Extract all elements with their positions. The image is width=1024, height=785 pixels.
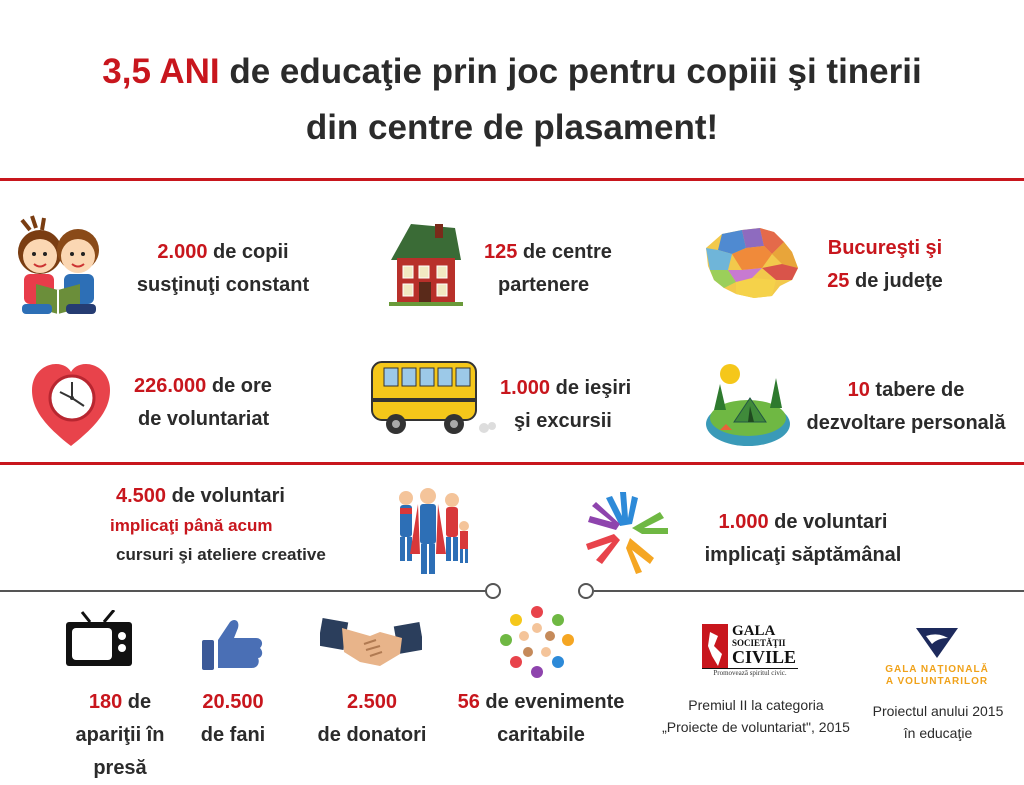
stat-events: 56 de evenimente caritabile [457,691,625,746]
school-bus-icon [368,352,496,440]
timeline-line-left [0,590,486,592]
camp-tent-icon [700,360,792,452]
middle-divider [0,462,1024,465]
stat-centers: 125 de centre partenere [484,241,612,296]
timeline-node-left [485,583,501,599]
romania-map-icon [702,224,802,302]
stat-camps: 10 tabere de dezvoltare personală [806,379,1006,434]
stat-counties: Bucureşti şi 25 de judeţe [827,237,943,292]
title-line-1: 3,5 ANI de educaţie prin joc pentru copiii şi tinerii [102,52,922,91]
house-icon [385,220,465,310]
top-divider [0,178,1024,181]
gala-civile-text: GALA SOCIETĂŢII CIVILE [732,623,797,667]
stat-trips: 1.000 de ieşiri şi excursii [500,377,632,432]
superheroes-icon [384,486,476,582]
stat-volunteers-weekly: 1.000 de voluntari implicaţi săptămânal [704,511,902,566]
thumbs-up-icon [200,618,264,672]
stat-donors: 2.500 de donatori [317,691,427,746]
stat-volunteers-total: 4.500 de voluntari implicaţi până acum cursuri şi ateliere creative [110,485,326,564]
title-line-2: din centre de plasament! [305,108,719,147]
stat-hours: 226.000 de ore de voluntariat [134,375,272,430]
gala-voluntari-logo-icon [914,626,960,660]
gala-voluntari-logo-text: GALA NAŢIONALĂ A VOLUNTARILOR [885,664,989,687]
gala-civile-figure-icon [702,624,728,672]
gala-societatii-civile-logo: GALA SOCIETĂŢII CIVILE Promovează spiritul civic. [702,624,796,676]
timeline-node-right [578,583,594,599]
gala-civile-caption: Premiul II la categoria „Proiecte de voluntariat", 2015 [662,697,850,735]
children-reading-icon [14,212,104,317]
children-circle-icon [496,606,578,678]
handshake-icon [320,614,422,670]
stat-press: 180 de apariţii în presă [75,691,165,779]
page-title [0,44,1024,156]
timeline-line-right [594,590,1024,592]
heart-clock-icon [30,362,112,448]
stat-fans: 20.500 de fani [200,691,266,746]
stat-children: 2.000 de copii susţinuţi constant [136,241,310,296]
colorful-hands-icon [580,488,672,576]
gala-voluntari-caption: Proiectul anului 2015 în educaţie [872,703,1004,741]
tv-icon [64,610,134,668]
